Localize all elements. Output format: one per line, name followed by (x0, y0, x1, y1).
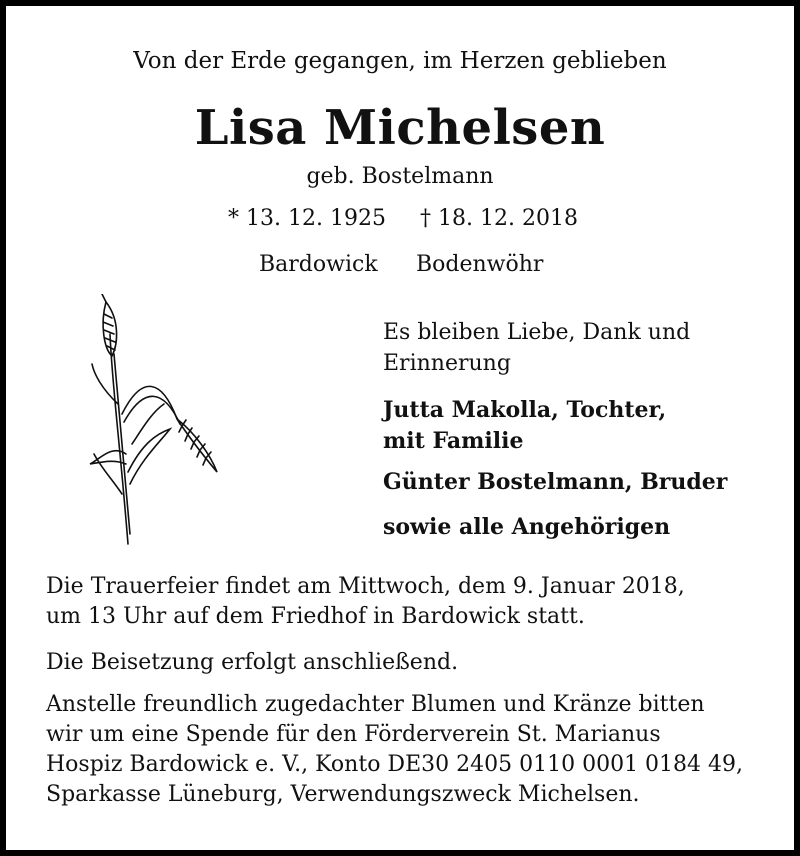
mourner-entry (383, 395, 666, 457)
mourner-entry: Günter Bostelmann, Bruder (383, 469, 728, 495)
motto: Von der Erde gegangen, im Herzen geblieben (133, 48, 667, 74)
donation-info (46, 690, 743, 810)
service-line: Die Trauerfeier findet am Mittwoch, dem 9. Januar 2018, (46, 574, 685, 599)
donation-line: Anstelle freundlich zugedachter Blumen und Kränze bitten (46, 692, 705, 717)
thanks-line: Es bleiben Liebe, Dank und (383, 320, 691, 345)
death-date: † 18. 12. 2018 (420, 206, 578, 231)
wheat-stalk-icon (82, 294, 232, 548)
donation-line: Hospiz Bardowick e. V., Konto DE30 2405 0110 0001 0184 49, (46, 752, 744, 777)
service-line: um 13 Uhr auf dem Friedhof in Bardowick statt. (46, 604, 585, 629)
mourner-line: Jutta Makolla, Tochter, (383, 397, 667, 423)
thanks-text (383, 317, 723, 379)
service-info (46, 572, 685, 632)
birth-date: * 13. 12. 1925 (228, 206, 386, 231)
birthplace: Bardowick (259, 252, 378, 277)
donation-line: wir um eine Spende für den Förderverein St. Marianus (46, 722, 661, 747)
mourner-line: mit Familie (383, 428, 524, 454)
donation-line: Sparkasse Lüneburg, Verwendungszweck Michelsen. (46, 782, 640, 807)
burial-info: Die Beisetzung erfolgt anschließend. (46, 650, 459, 675)
thanks-line: Erinnerung (383, 351, 511, 376)
deathplace: Bodenwöhr (416, 252, 544, 277)
deceased-name: Lisa Michelsen (194, 100, 606, 156)
maiden-name: geb. Bostelmann (306, 164, 494, 189)
mourner-entry: sowie alle Angehörigen (383, 514, 671, 540)
